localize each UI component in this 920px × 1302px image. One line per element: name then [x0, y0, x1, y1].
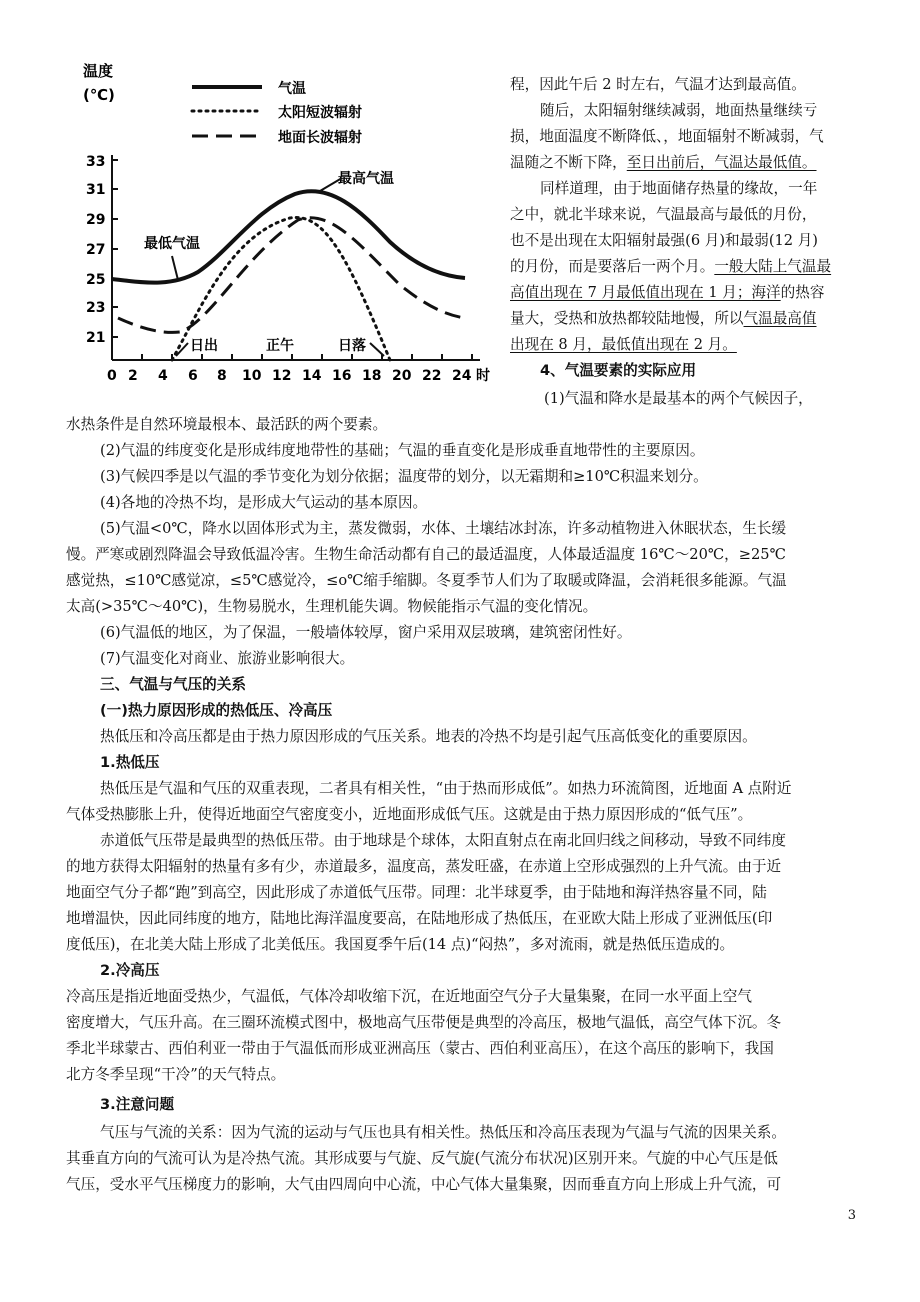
body-line-25: 气压，受水平气压梯度力的影响，大气由四周向中心流，中心气体大量集聚，因而垂直方向上形成上升气流，可 — [66, 1176, 782, 1193]
highlight-ocean-max-b: 出现在 8 月，最低值出现在 2 月。 — [510, 336, 737, 353]
right-line-8a: 的月份，而是要落后一两个月。 — [510, 258, 715, 275]
legend-label-shortwave: 太阳短波辐射 — [278, 105, 362, 121]
body-line-17: 地增温快，因此同纬度的地方，陆地比海洋温度要高，在陆地形成了热低压，在亚欧大陆上形成了亚洲低压(印 — [66, 910, 773, 927]
annotation-min-temp: 最低气温 — [144, 236, 200, 252]
annotation-sunrise: 日出 — [190, 338, 218, 354]
right-line-12: (1)气温和降水是最基本的两个气候因子， — [544, 390, 813, 407]
body-line-21: 季北半球蒙古、西伯利亚一带由于气温低而形成亚洲高压（蒙古、西伯利亚高压），在这个高压的影响下，我国 — [66, 1040, 774, 1057]
temperature-radiation-figure — [80, 60, 500, 395]
y-tick-23: 23 — [86, 300, 106, 316]
x-tick-24: 24 — [452, 368, 472, 384]
x-tick-18: 18 — [362, 368, 382, 384]
body-line-23: 气压与气流的关系：因为气流的运动与气压也具有相关性。热低压和冷高压表现为气温与气流的因果关系。 — [100, 1124, 786, 1141]
body-line-15: 的地方获得太阳辐射的热量有多有少，赤道最多，温度高，蒸发旺盛，在赤道上空形成强烈的上升气流。由于近 — [66, 858, 782, 875]
right-line-9 — [510, 280, 858, 306]
body-line-12: 热低压是气温和气压的双重表现，二者具有相关性，“由于热而形成低”。如热力环流简图，近地面 A 点附近 — [100, 780, 792, 797]
x-tick-4: 4 — [158, 368, 168, 384]
right-line-3: 损，地面温度不断降低、，地面辐射不断减弱，气 — [510, 128, 824, 145]
body-line-6: 慢。严寒或剧烈降温会导致低温冷害。生物生命活动都有自己的最适温度，人体最适温度 16℃～20℃，≥25℃ — [66, 546, 786, 563]
body-line-5: (5)气温<0℃，降水以固体形式为主，蒸发微弱，水体、土壤结冰封冻，许多动植物进入休眠状态，生长缓 — [100, 520, 787, 537]
annotation-noon: 正午 — [266, 338, 294, 354]
y-tick-29: 29 — [86, 212, 106, 228]
x-tick-14: 14 — [302, 368, 322, 384]
right-line-9c: 的热容 — [780, 284, 825, 301]
x-axis-unit: 时 — [476, 368, 490, 384]
highlight-min-before-sunrise: 至日出前后，气温达最低值。 — [626, 154, 817, 171]
y-tick-21: 21 — [86, 330, 106, 346]
x-tick-22: 22 — [422, 368, 442, 384]
right-line-6: 之中，就北半球来说，气温最高与最低的月份， — [510, 206, 817, 223]
section-heading-4: 4、气温要素的实际应用 — [540, 362, 697, 379]
longwave-curve — [118, 218, 465, 333]
sunrise-arrow — [176, 343, 188, 356]
body-line-20: 密度增大，气压升高。在三圈环流模式图中，极地高气压带便是典型的冷高压，极地气温低，高空气体下沉。冬 — [66, 1014, 782, 1031]
y-tick-33: 33 — [86, 154, 106, 170]
x-tick-0: 0 — [107, 368, 117, 384]
y-axis-unit: (℃) — [83, 86, 115, 104]
right-line-4a: 温随之不断下降， — [510, 154, 627, 171]
x-tick-20: 20 — [392, 368, 412, 384]
min-temp-arrow — [172, 256, 178, 280]
highlight-ocean: 海洋 — [751, 284, 781, 301]
legend-label-temp: 气温 — [278, 81, 306, 97]
body-line-7: 感觉热，≤10℃感觉凉，≤5℃感觉冷，≤o℃缩手缩脚。冬夏季节人们为了取暖或降温，会消耗很多能源。气温 — [66, 572, 787, 589]
legend-label-longwave: 地面长波辐射 — [278, 130, 362, 146]
right-line-5: 同样道理，由于地面储存热量的缘故，一年 — [540, 180, 818, 197]
body-line-9: (6)气温低的地区，为了保温，一般墙体较厚，窗户采用双层玻璃，建筑密闭性好。 — [100, 624, 632, 641]
body-line-18: 度低压)，在北美大陆上形成了北美低压。我国夏季午后(14 点)“闷热”，多对流雨，就是热低压造成的。 — [66, 936, 735, 953]
body-line-10: (7)气温变化对商业、旅游业影响很大。 — [100, 650, 355, 667]
body-line-19: 冷高压是指近地面受热少，气温低，气体冷却收缩下沉，在近地面空气分子大量集聚，在同一水平面上空气 — [66, 988, 752, 1005]
body-line-2: (2)气温的纬度变化是形成纬度地带性的基础；气温的垂直变化是形成垂直地带性的主要原因。 — [100, 442, 705, 459]
body-line-14: 赤道低气压带是最典型的热低压带。由于地球是个球体，太阳直射点在南北回归线之间移动，导致不同纬度 — [100, 832, 786, 849]
highlight-continent-a: 一般大陆上气温最 — [714, 258, 832, 275]
highlight-continent-b: 高值出现在 7 月最低值出现在 1 月； — [510, 284, 752, 301]
annotation-max-temp: 最高气温 — [338, 171, 394, 187]
y-tick-31: 31 — [86, 182, 106, 198]
right-line-7: 也不是出现在太阳辐射最强(6 月)和最弱(12 月) — [510, 232, 819, 249]
right-line-11 — [510, 332, 858, 358]
body-line-24: 其垂直方向的气流可认为是冷热气流。其形成要与气旋、反气旋(气流分布状况)区别开来。气旋的中心气压是低 — [66, 1150, 778, 1167]
y-tick-25: 25 — [86, 272, 106, 288]
body-line-11: 热低压和冷高压都是由于热力原因形成的气压关系。地表的冷热不均是引起气压高低变化的重要原因。 — [100, 728, 757, 745]
x-tick-6: 6 — [188, 368, 198, 384]
heading-thermal-low: 1.热低压 — [100, 754, 160, 771]
right-line-8 — [510, 254, 858, 280]
figure-svg — [80, 60, 500, 395]
right-line-1: 程，因此午后 2 时左右，气温才达到最高值。 — [510, 76, 806, 93]
highlight-ocean-max-a: 气温最高值 — [743, 310, 817, 327]
section-heading-3: 三、气温与气压的关系 — [100, 676, 246, 693]
body-line-13: 气体受热膨胀上升，使得近地面空气密度变小，近地面形成低气压。这就是由于热力原因形成的“低气压”。 — [66, 806, 753, 823]
right-line-4 — [510, 150, 858, 176]
right-line-10 — [510, 306, 858, 332]
x-tick-10: 10 — [242, 368, 262, 384]
x-tick-12: 12 — [272, 368, 292, 384]
subsection-heading-1: (一)热力原因形成的热低压、冷高压 — [100, 702, 333, 719]
y-axis-title: 温度 — [83, 62, 114, 80]
body-line-4: (4)各地的冷热不均，是形成大气运动的基本原因。 — [100, 494, 428, 511]
x-tick-2: 2 — [128, 368, 138, 384]
body-line-22: 北方冬季呈现“干冷”的天气特点。 — [66, 1066, 286, 1083]
body-line-1: 水热条件是自然环境最根本、最活跃的两个要素。 — [66, 416, 388, 433]
x-tick-16: 16 — [332, 368, 352, 384]
body-line-8: 太高(>35℃～40℃)，生物易脱水，生理机能失调。物候能指示气温的变化情况。 — [66, 598, 598, 615]
heading-cold-high: 2.冷高压 — [100, 962, 160, 979]
x-tick-8: 8 — [217, 368, 227, 384]
page-number: 3 — [847, 1208, 856, 1223]
annotation-sunset: 日落 — [338, 338, 366, 354]
heading-notes: 3.注意问题 — [100, 1096, 175, 1113]
y-tick-27: 27 — [86, 242, 106, 258]
sunset-arrow — [370, 343, 384, 356]
right-line-2: 随后，太阳辐射继续减弱，地面热量继续亏 — [540, 102, 818, 119]
body-line-16: 地面空气分子都“跑”到高空，因此形成了赤道低气压带。同理：北半球夏季，由于陆地和海洋热容量不同，陆 — [66, 884, 767, 901]
right-line-10a: 量大，受热和放热都较陆地慢，所以 — [510, 310, 744, 327]
body-line-3: (3)气候四季是以气温的季节变化为划分依据；温度带的划分，以无霜期和≥10℃积温来划分。 — [100, 468, 708, 485]
